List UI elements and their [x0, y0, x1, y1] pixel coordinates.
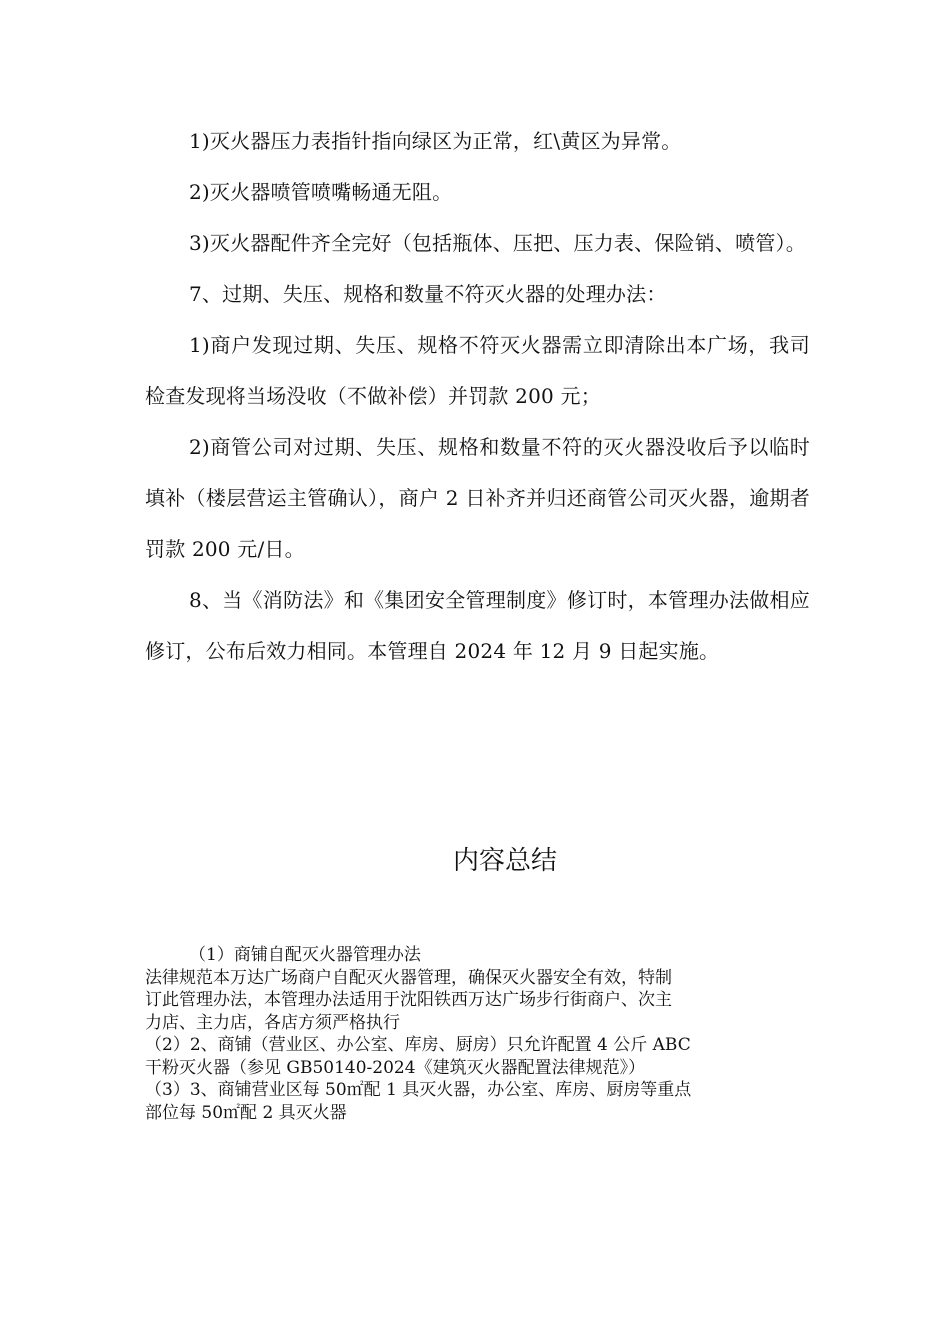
- paragraph-nozzle-check: 2)灭火器喷管喷嘴畅通无阻。: [189, 180, 453, 204]
- summary-line: 力店、主力店，各店方须严格执行: [145, 1012, 400, 1033]
- paragraph-section-7: 7、过期、失压、规格和数量不符灭火器的处理办法：: [189, 282, 667, 306]
- summary-line: 部位每 50㎡配 2 具灭火器: [145, 1102, 347, 1123]
- summary-line: （1）商铺自配灭火器管理办法: [189, 945, 421, 965]
- paragraph-management-replacement: 2)商管公司对过期、失压、规格和数量不符的灭火器没收后予以临时填补（楼层营运主管确认），商户 2 日补齐并归还商管公司灭火器，逾期者罚款 200 元/日。: [145, 435, 810, 561]
- summary-heading: 内容总结: [452, 846, 557, 876]
- summary-line: （3）3、商铺营业区每 50㎡配 1 具灭火器，办公室、库房、厨房等重点: [145, 1080, 692, 1100]
- summary-line: （2）2、商铺（营业区、办公室、库房、厨房）只允许配置 4 公斤 ABC: [145, 1035, 691, 1055]
- summary-block: [145, 944, 800, 1124]
- summary-line: 订此管理办法，本管理办法适用于沈阳铁西万达广场步行街商户、次主: [145, 990, 672, 1010]
- summary-line: 法律规范本万达广场商户自配灭火器管理，确保灭火器安全有效，特制: [145, 967, 672, 988]
- summary-line: 干粉灭火器（参见 GB50140-2024《建筑灭火器配置法律规范》）: [145, 1057, 646, 1078]
- paragraph-merchant-penalty: 1)商户发现过期、失压、规格不符灭火器需立即清除出本广场，我司检查发现将当场没收（不做补偿）并罚款 200 元；: [145, 333, 810, 408]
- paragraph-section-8: 8、当《消防法》和《集团安全管理制度》修订时，本管理办法做相应修订，公布后效力相同。本管理自 2024 年 12 月 9 日起实施。: [145, 588, 810, 663]
- paragraph-gauge-check: 1)灭火器压力表指针指向绿区为正常，红\黄区为异常。: [189, 129, 682, 153]
- document-body: [145, 116, 810, 677]
- paragraph-parts-check: 3)灭火器配件齐全完好（包括瓶体、压把、压力表、保险销、喷管）。: [189, 231, 806, 255]
